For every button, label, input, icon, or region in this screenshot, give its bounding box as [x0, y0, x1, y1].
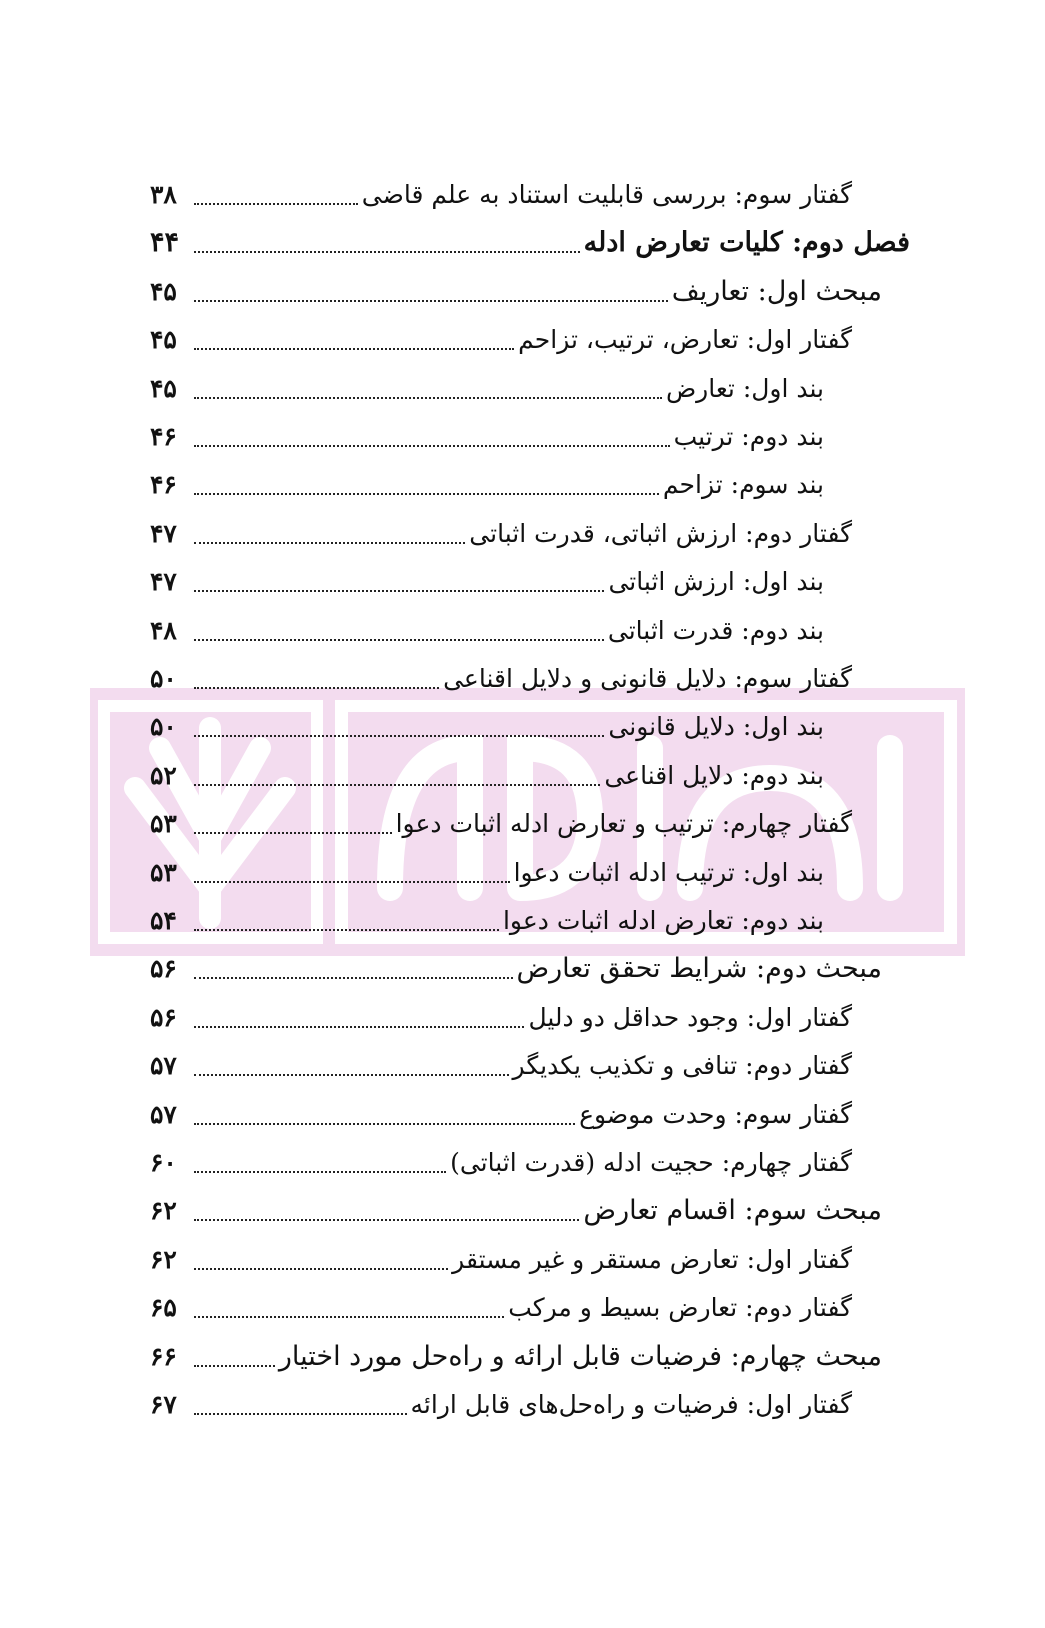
toc-entry-title: بند دوم: دلایل اقناعی	[604, 760, 824, 790]
dot-leader	[194, 1219, 579, 1221]
toc-entry-page: ۵۴	[150, 906, 177, 935]
toc-entry-page: ۵۷	[150, 1051, 177, 1081]
toc-entry	[150, 272, 882, 312]
toc-entry-page: ۴۸	[150, 615, 177, 645]
toc-entry-title: گفتار چهارم: حجیت ادله (قدرت اثباتی)	[450, 1148, 852, 1177]
dot-leader	[194, 203, 358, 205]
dot-leader	[194, 784, 600, 786]
toc-entry-title: فصل دوم: کلیات تعارض ادله	[583, 227, 910, 259]
toc-entry	[150, 756, 824, 796]
dot-leader	[194, 1365, 275, 1367]
dot-leader	[194, 977, 513, 979]
toc-entry	[150, 1385, 852, 1425]
dot-leader	[194, 1268, 448, 1270]
toc-entry	[150, 417, 824, 457]
toc-entry	[150, 1191, 882, 1231]
toc-entry-title: بند اول: ارزش اثباتی	[608, 567, 824, 597]
dot-leader	[194, 445, 670, 447]
toc-entry	[150, 949, 882, 989]
toc-entry-page: ۴۷	[150, 567, 177, 597]
toc-entry-page: ۵۶	[150, 954, 177, 984]
toc-entry-page: ۵۰	[150, 712, 177, 742]
toc-entry-title: بند دوم: ترتیب	[673, 422, 824, 451]
toc-entry-title: بند سوم: تزاحم	[662, 470, 824, 500]
toc-entry-title: بند اول: تعارض	[665, 373, 824, 403]
toc-entry-title: بند دوم: قدرت اثباتی	[607, 615, 824, 645]
toc-entry-title: گفتار اول: وجود حداقل دو دلیل	[528, 1002, 852, 1032]
dot-leader	[194, 687, 439, 689]
toc-entry-page: ۶۵	[150, 1293, 177, 1323]
dot-leader	[194, 590, 604, 592]
toc-entry	[150, 804, 852, 844]
dot-leader	[194, 348, 514, 350]
toc-entry-page: ۳۸	[150, 180, 177, 209]
toc-entry	[150, 1240, 852, 1280]
dot-leader	[194, 1074, 509, 1076]
toc-entry	[150, 1095, 852, 1135]
toc-entry	[150, 1288, 852, 1328]
dot-leader	[194, 1413, 407, 1415]
toc-entry-page: ۴۵	[150, 373, 177, 403]
dot-leader	[194, 1123, 575, 1125]
toc-entry	[150, 562, 824, 602]
dot-leader	[194, 300, 668, 302]
toc-entry-page: ۵۲	[150, 760, 177, 790]
toc-entry	[150, 998, 852, 1038]
toc-entry-page: ۴۵	[150, 325, 177, 355]
toc-entry	[150, 1046, 852, 1086]
toc-entry	[150, 514, 852, 554]
toc-entry-page: ۶۲	[150, 1244, 177, 1274]
toc-entry-title: گفتار چهارم: ترتیب و تعارض ادله اثبات دعوا	[395, 809, 852, 839]
toc-entry-title: مبحث دوم: شرایط تحقق تعارض	[516, 953, 882, 985]
dot-leader	[194, 251, 580, 253]
dot-leader	[194, 735, 604, 737]
toc-entry-page: ۵۰	[150, 664, 177, 693]
toc-entry	[150, 223, 910, 263]
toc-entry-title: مبحث اول: تعاریف	[671, 275, 882, 307]
dot-leader	[194, 542, 465, 544]
toc-entry-page: ۶۰	[150, 1148, 177, 1177]
toc-entry-page: ۵۷	[150, 1099, 177, 1129]
toc-entry-title: بند اول: ترتیب ادله اثبات دعوا	[513, 857, 824, 887]
toc-entry-title: بند دوم: تعارض ادله اثبات دعوا	[502, 906, 824, 935]
dot-leader	[194, 832, 392, 834]
toc-entry	[150, 659, 852, 699]
dot-leader	[194, 881, 510, 883]
toc-entry	[150, 1337, 882, 1377]
toc-entry-title: گفتار دوم: تعارض بسیط و مرکب	[508, 1293, 852, 1323]
toc-entry-title: گفتار اول: فرضیات و راه‌حل‌های قابل ارائه	[410, 1390, 852, 1419]
toc-entry	[150, 853, 824, 893]
dot-leader	[194, 397, 662, 399]
toc-entry-page: ۶۶	[150, 1341, 177, 1371]
toc-entry-page: ۶۲	[150, 1196, 177, 1226]
dot-leader	[194, 1316, 504, 1318]
toc-entry-title: مبحث سوم: اقسام تعارض	[583, 1195, 882, 1227]
toc-entry-title: گفتار دوم: تنافی و تکذیب یکدیگر	[512, 1051, 852, 1081]
toc-entry-title: بند اول: دلایل قانونی	[608, 712, 824, 742]
toc-entry-title: گفتار سوم: وحدت موضوع	[579, 1099, 852, 1129]
toc-entry	[150, 611, 824, 651]
dot-leader	[194, 639, 604, 641]
toc-entry-title: گفتار اول: تعارض مستقر و غیر مستقر	[452, 1244, 852, 1274]
dot-leader	[194, 1026, 524, 1028]
toc-entry-title: گفتار سوم: دلایل قانونی و دلایل اقناعی	[443, 664, 852, 693]
toc-entry	[150, 707, 824, 747]
toc-entry-title: گفتار سوم: بررسی قابلیت استناد به علم قاضی	[361, 180, 852, 209]
dot-leader	[194, 929, 499, 931]
toc-entry-page: ۴۴	[150, 227, 180, 259]
toc-entry-page: ۵۳	[150, 857, 177, 887]
dot-leader	[194, 1171, 446, 1173]
toc-entry	[150, 1143, 852, 1183]
toc-entry	[150, 320, 852, 360]
toc-entry-page: ۴۶	[150, 470, 177, 500]
toc-entry	[150, 901, 824, 941]
toc-entry	[150, 369, 824, 409]
toc-entry-page: ۵۳	[150, 809, 177, 839]
toc-entry-title: گفتار دوم: ارزش اثباتی، قدرت اثباتی	[469, 518, 852, 548]
toc-entry-title: مبحث چهارم: فرضیات قابل ارائه و راه‌حل مورد اختیار	[278, 1340, 882, 1372]
toc-entry	[150, 175, 852, 215]
toc-entry-page: ۶۷	[150, 1390, 177, 1419]
toc-entry-page: ۴۵	[150, 276, 177, 306]
toc-entry-title: گفتار اول: تعارض، ترتیب، تزاحم	[518, 325, 852, 355]
dot-leader	[194, 493, 659, 495]
toc-entry-page: ۴۷	[150, 518, 177, 548]
toc-entry-page: ۴۶	[150, 422, 177, 451]
toc-entry	[150, 465, 824, 505]
toc-entry-page: ۵۶	[150, 1002, 177, 1032]
